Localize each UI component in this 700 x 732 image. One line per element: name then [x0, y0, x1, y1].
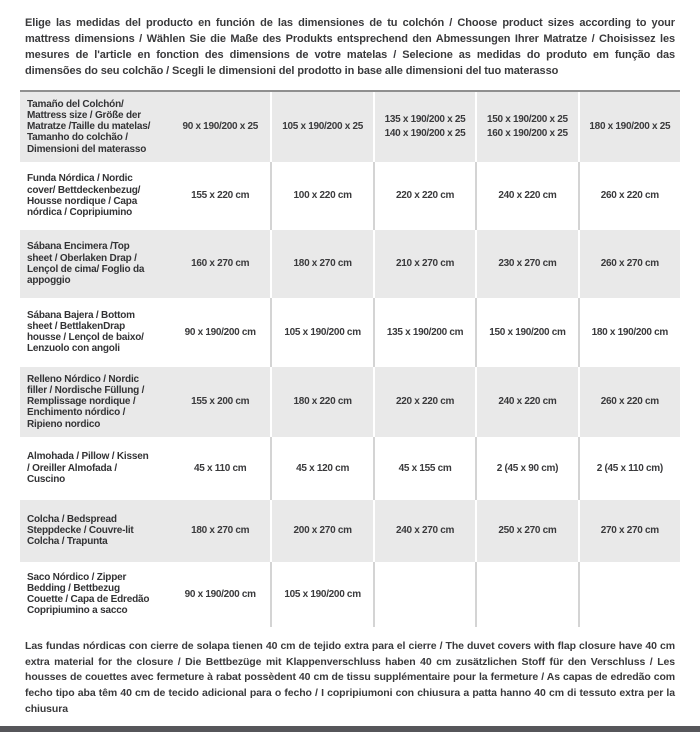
cell-line: 90 x 190/200 cm: [184, 588, 256, 600]
size-cell: [578, 298, 680, 367]
size-cell: [373, 298, 475, 367]
table-row: [20, 230, 680, 298]
cell-line: 210 x 270 cm: [395, 258, 455, 269]
size-cell: [578, 562, 680, 627]
size-cell: [475, 230, 577, 298]
cell-line: 180 x 220 cm: [293, 396, 352, 407]
bottom-bar: [0, 726, 700, 732]
cell-line: 200 x 270 cm: [293, 525, 352, 536]
table-row: [20, 437, 680, 500]
size-cell: [270, 162, 372, 230]
cell-line: 260 x 220 cm: [600, 190, 659, 201]
cell-line: 180 x 190/200 cm: [591, 326, 669, 338]
size-cell: [170, 437, 270, 500]
size-cell: [475, 162, 577, 230]
size-cell: [170, 500, 270, 562]
size-cell: [373, 367, 475, 437]
row-label: Funda Nórdica / Nordic cover/ Bettdeckenbezug/ Housse nordique / Capa nórdica / Copripiumino: [27, 173, 141, 218]
size-cell: [373, 562, 475, 627]
row-label: Relleno Nórdico / Nordic filler / Nordische Füllung / Remplissage nordique / Enchimento nórdico / Ripieno nordico: [27, 373, 145, 430]
cell-line: 180 x 190/200 x 25: [589, 121, 671, 132]
cell-line: 100 x 220 cm: [293, 190, 352, 201]
size-cell: [373, 92, 475, 162]
cell-line: 45 x 155 cm: [398, 462, 452, 474]
table-row: [20, 162, 680, 230]
size-cell: [578, 500, 680, 562]
cell-line: 160 x 190/200 x 25: [487, 127, 568, 139]
size-cell: [475, 437, 577, 500]
cell-line: 270 x 270 cm: [600, 525, 659, 536]
cell-line: 140 x 190/200 x 25: [384, 127, 466, 139]
size-cell: [270, 367, 372, 437]
size-cell: [475, 298, 577, 367]
size-cell: [373, 230, 475, 298]
cell-line: 2 (45 x 110 cm): [596, 462, 663, 474]
row-label: Colcha / Bedspread Steppdecke / Couvre-lit Colcha / Trapunta: [27, 513, 134, 548]
row-label: Tamaño del Colchón/ Mattress size / Größe der Matratze /Taille du matelas/ Tamanho do colchão / Dimensioni del materasso: [27, 98, 151, 155]
cell-line: 240 x 220 cm: [498, 190, 557, 201]
row-label: Sábana Bajera / Bottom sheet / BettlakenDrap housse / Lençol de baixo/ Lenzuolo con angoli: [27, 309, 144, 355]
cell-line: 105 x 190/200 cm: [284, 326, 361, 338]
size-cell: [578, 367, 680, 437]
cell-line: 260 x 220 cm: [600, 396, 659, 407]
size-cell: [373, 162, 475, 230]
size-cell: [170, 367, 270, 437]
cell-line: 150 x 190/200 cm: [489, 326, 566, 338]
size-cell: [373, 500, 475, 562]
size-cell: [373, 437, 475, 500]
cell-line: 230 x 270 cm: [498, 258, 557, 269]
cell-line: 250 x 270 cm: [498, 525, 557, 536]
row-label: Sábana Encimera /Top sheet / Oberlaken Drap / Lençol de cima/ Foglio da appoggio: [27, 241, 145, 286]
size-cell: [270, 92, 372, 162]
size-cell: [578, 162, 680, 230]
cell-line: 260 x 270 cm: [600, 258, 659, 269]
size-cell: [270, 500, 372, 562]
cell-line: 105 x 190/200 x 25: [282, 121, 363, 132]
cell-line: 220 x 220 cm: [395, 396, 455, 407]
cell-line: 135 x 190/200 x 25: [384, 114, 466, 126]
size-cell: [475, 562, 577, 627]
size-cell: [270, 437, 372, 500]
size-cell: [475, 500, 577, 562]
table-row: [20, 92, 680, 162]
cell-line: 90 x 190/200 cm: [184, 326, 256, 338]
size-cell: [475, 367, 577, 437]
cell-line: 180 x 270 cm: [191, 525, 250, 536]
cell-line: 240 x 270 cm: [395, 525, 455, 536]
intro-text: Elige las medidas del producto en función de las dimensiones de tu colchón / Choose product sizes according to your mattress dimensions / Wählen Sie die Maße des Produkts entsprechend den Abmessungen Ihrer Matratze / Choisissez les mesures de l'article en fonction des dimensions de votre matelas / Selecione as medidas do produto em função das dimensões do seu colchão / Scegli le dimensioni del prodotto in base alle dimensioni del tuo materasso: [25, 17, 675, 77]
cell-line: 135 x 190/200 cm: [386, 326, 464, 338]
cell-line: 155 x 200 cm: [191, 396, 250, 407]
row-label: Saco Nórdico / Zipper Bedding / Bettbezug Couette / Capa de Edredão Copripiumino a sacco: [27, 571, 150, 617]
table-row: [20, 367, 680, 437]
size-cell: [578, 230, 680, 298]
cell-line: 105 x 190/200 cm: [284, 588, 361, 600]
size-cell: [270, 298, 372, 367]
table-row: [20, 298, 680, 367]
cell-line: 2 (45 x 90 cm): [496, 462, 559, 474]
size-cell: [578, 92, 680, 162]
size-cell: [475, 92, 577, 162]
table-row: [20, 562, 680, 627]
cell-line: 180 x 270 cm: [293, 258, 352, 269]
size-table: [20, 90, 680, 627]
size-cell: [170, 562, 270, 627]
size-cell: [170, 162, 270, 230]
size-cell: [270, 230, 372, 298]
cell-line: 45 x 120 cm: [296, 462, 350, 474]
cell-line: 155 x 220 cm: [191, 190, 250, 201]
size-cell: [578, 437, 680, 500]
size-cell: [170, 92, 270, 162]
footnote-text: Las fundas nórdicas con cierre de solapa tienen 40 cm de tejido extra para el cierre / The duvet covers with flap closure have 40 cm extra material for the closure / Die Bettbezüge mit Klappenverschluss haben 40 cm zusätzlichen Stoff für den Verschluss / Les housses de couettes avec fermeture à rabat possèdent 40 cm de tissu supplémentaire pour la fermeture / As capas de edredão com fecho tipo aba têm 40 cm de tecido adicional para o fecho / I copripiumoni con chiusura a patta hanno 40 cm di tessuto extra per la chiusura: [25, 639, 675, 715]
cell-line: 150 x 190/200 x 25: [487, 114, 568, 126]
cell-line: 160 x 270 cm: [191, 258, 250, 269]
size-cell: [170, 230, 270, 298]
cell-line: 220 x 220 cm: [395, 190, 455, 201]
cell-line: 45 x 110 cm: [194, 462, 247, 474]
cell-line: 240 x 220 cm: [498, 396, 557, 407]
table-row: [20, 500, 680, 562]
cell-line: 90 x 190/200 x 25: [182, 121, 258, 132]
size-cell: [270, 562, 372, 627]
size-cell: [170, 298, 270, 367]
row-label: Almohada / Pillow / Kissen / Oreiller Almofada / Cuscino: [27, 451, 149, 485]
